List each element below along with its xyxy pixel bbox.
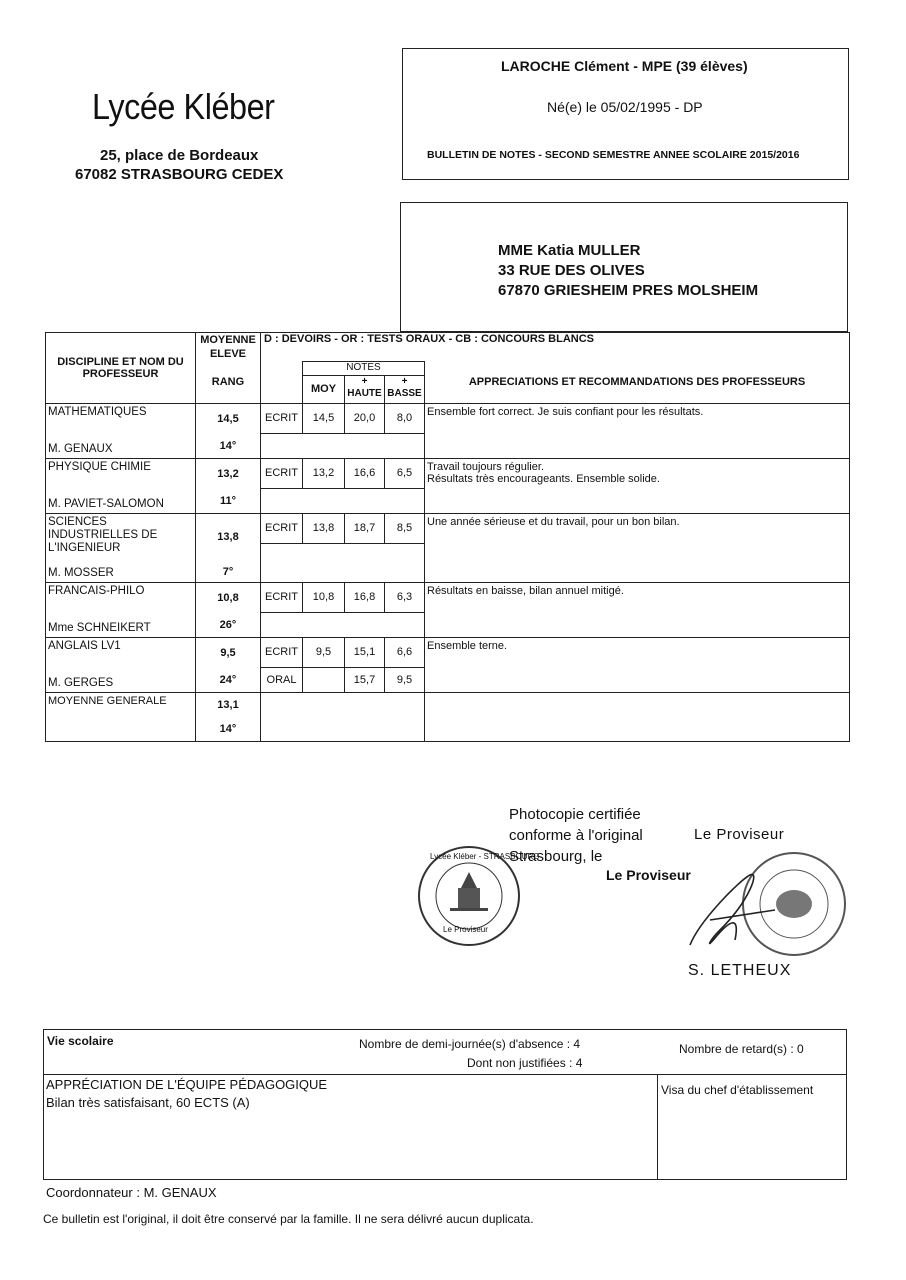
subject-name: PHYSIQUE CHIMIE [48, 460, 151, 473]
exam-type: ORAL [261, 668, 303, 692]
subject-cell [46, 637, 196, 692]
general-average-label: MOYENNE GENERALE [46, 692, 196, 741]
recipient-line2: 33 RUE DES OLIVES [498, 262, 645, 279]
student-average: 13,8 [196, 513, 261, 543]
professor-name: M. PAVIET-SALOMON [48, 497, 164, 510]
proviseur-stamp-text: Le Proviseur [694, 826, 785, 843]
table-row [46, 403, 850, 434]
appreciation: Ensemble fort correct. Je suis confiant pour les résultats. [425, 403, 850, 458]
appreciation: Ensemble terne. [425, 637, 850, 692]
header-haute: + HAUTE [345, 375, 385, 403]
header-basse: + BASSE [385, 375, 425, 403]
recipient-box [400, 202, 848, 332]
appreciation-box [43, 1074, 847, 1180]
exam-type: ECRIT [261, 582, 303, 613]
student-box [402, 48, 849, 180]
subject-name: FRANCAIS-PHILO [48, 584, 145, 597]
recipient-line3: 67870 GRIESHEIM PRES MOLSHEIM [498, 282, 759, 299]
table-row [46, 582, 850, 613]
delays: Nombre de retard(s) : 0 [679, 1042, 804, 1056]
grade-low: 9,5 [385, 668, 425, 692]
student-birth: Né(e) le 05/02/1995 - DP [547, 99, 703, 115]
signature-name: S. LETHEUX [688, 962, 792, 979]
team-appreciation-text: Bilan très satisfaisant, 60 ECTS (A) [46, 1095, 250, 1110]
appreciation: Résultats en baisse, bilan annuel mitigé. [425, 582, 850, 637]
divider [657, 1075, 658, 1179]
general-average: 13,1 [196, 692, 261, 717]
professor-name: Mme SCHNEIKERT [48, 621, 151, 634]
grade-low: 6,6 [385, 637, 425, 668]
certification-proviseur: Le Proviseur [606, 867, 691, 883]
subject-name: SCIENCES INDUSTRIELLES DE L'INGENIEUR [48, 515, 158, 554]
header-moyenne: MOYENNE ELEVE [196, 333, 261, 362]
grade-high: 18,7 [345, 513, 385, 543]
grade-moy: 13,2 [303, 458, 345, 489]
subject-cell [46, 403, 196, 458]
table-row [46, 458, 850, 489]
stamp-bottom-text: Le Proviseur [443, 925, 488, 934]
general-average-row [46, 692, 850, 717]
grade-moy: 13,8 [303, 513, 345, 543]
professor-name: M. GERGES [48, 676, 114, 689]
grade-moy: 10,8 [303, 582, 345, 613]
header-rang: RANG [196, 361, 261, 403]
subject-name: ANGLAIS LV1 [48, 639, 121, 652]
signature-icon [680, 860, 790, 955]
grade-high: 20,0 [345, 403, 385, 434]
recipient-line1: MME Katia MULLER [498, 242, 641, 259]
grade-low: 6,3 [385, 582, 425, 613]
subject-cell [46, 458, 196, 513]
bulletin-title: BULLETIN DE NOTES - SECOND SEMESTRE ANNEE SCOLAIRE 2015/2016 [427, 149, 800, 161]
school-address-line1: 25, place de Bordeaux [100, 147, 259, 164]
school-name: Lycée Kléber [92, 86, 275, 127]
general-rank: 14° [196, 717, 261, 742]
certification-text: Photocopie certifiée conforme à l'original Strasbourg, le [509, 806, 643, 865]
header-legend: D : DEVOIRS - OR : TESTS ORAUX - CB : CONCOURS BLANCS [261, 333, 850, 362]
professor-name: M. GENAUX [48, 442, 113, 455]
vie-scolaire-label: Vie scolaire [47, 1034, 114, 1048]
team-appreciation-title: APPRÉCIATION DE L'ÉQUIPE PÉDAGOGIQUE [46, 1077, 328, 1092]
table-row [46, 637, 850, 668]
grade-low: 6,5 [385, 458, 425, 489]
unjustified-absences: Dont non justifiées : 4 [467, 1056, 583, 1070]
student-average: 13,2 [196, 458, 261, 489]
subject-cell [46, 582, 196, 637]
student-rank: 24° [196, 668, 261, 692]
student-name-class: LAROCHE Clément - MPE (39 élèves) [501, 58, 748, 74]
grade-high: 16,6 [345, 458, 385, 489]
grade-high: 15,1 [345, 637, 385, 668]
absences: Nombre de demi-journée(s) d'absence : 4 [359, 1037, 581, 1051]
header-discipline: DISCIPLINE ET NOM DU PROFESSEUR [46, 333, 196, 404]
student-average: 14,5 [196, 403, 261, 434]
subject-cell [46, 513, 196, 582]
grades-table [45, 332, 850, 742]
student-rank: 11° [196, 489, 261, 513]
grade-high: 15,7 [345, 668, 385, 692]
appreciation: Une année sérieuse et du travail, pour un bon bilan. [425, 513, 850, 582]
student-rank: 14° [196, 434, 261, 458]
grade-high: 16,8 [345, 582, 385, 613]
grade-low: 8,0 [385, 403, 425, 434]
appreciation: Travail toujours régulier. Résultats très encourageants. Ensemble solide. [425, 458, 850, 513]
table-row [46, 513, 850, 543]
grade-moy: 14,5 [303, 403, 345, 434]
subject-name: MATHEMATIQUES [48, 405, 147, 418]
school-address-line2: 67082 STRASBOURG CEDEX [75, 166, 284, 183]
grade-low: 8,5 [385, 513, 425, 543]
student-average: 9,5 [196, 637, 261, 668]
exam-type: ECRIT [261, 513, 303, 543]
header-appreciations: APPRECIATIONS ET RECOMMANDATIONS DES PROFESSEURS [425, 361, 850, 403]
exam-type: ECRIT [261, 637, 303, 668]
student-rank: 26° [196, 613, 261, 637]
grade-moy: 9,5 [303, 637, 345, 668]
vie-scolaire-box [43, 1029, 847, 1075]
recipient-address [498, 241, 758, 301]
student-average: 10,8 [196, 582, 261, 613]
exam-type: ECRIT [261, 403, 303, 434]
header-moy: MOY [303, 375, 345, 403]
header-notes: NOTES [303, 361, 425, 375]
student-rank: 7° [196, 543, 261, 582]
coordinator: Coordonnateur : M. GENAUX [46, 1185, 217, 1200]
professor-name: M. MOSSER [48, 566, 114, 579]
grade-moy [303, 668, 345, 692]
exam-type: ECRIT [261, 458, 303, 489]
stamp-text: Lycée Kléber - STRASBOURG [430, 852, 540, 861]
visa-label: Visa du chef d'établissement [661, 1083, 814, 1097]
footer-note: Ce bulletin est l'original, il doit être conservé par la famille. Il ne sera délivré aucun duplicata. [43, 1212, 534, 1226]
